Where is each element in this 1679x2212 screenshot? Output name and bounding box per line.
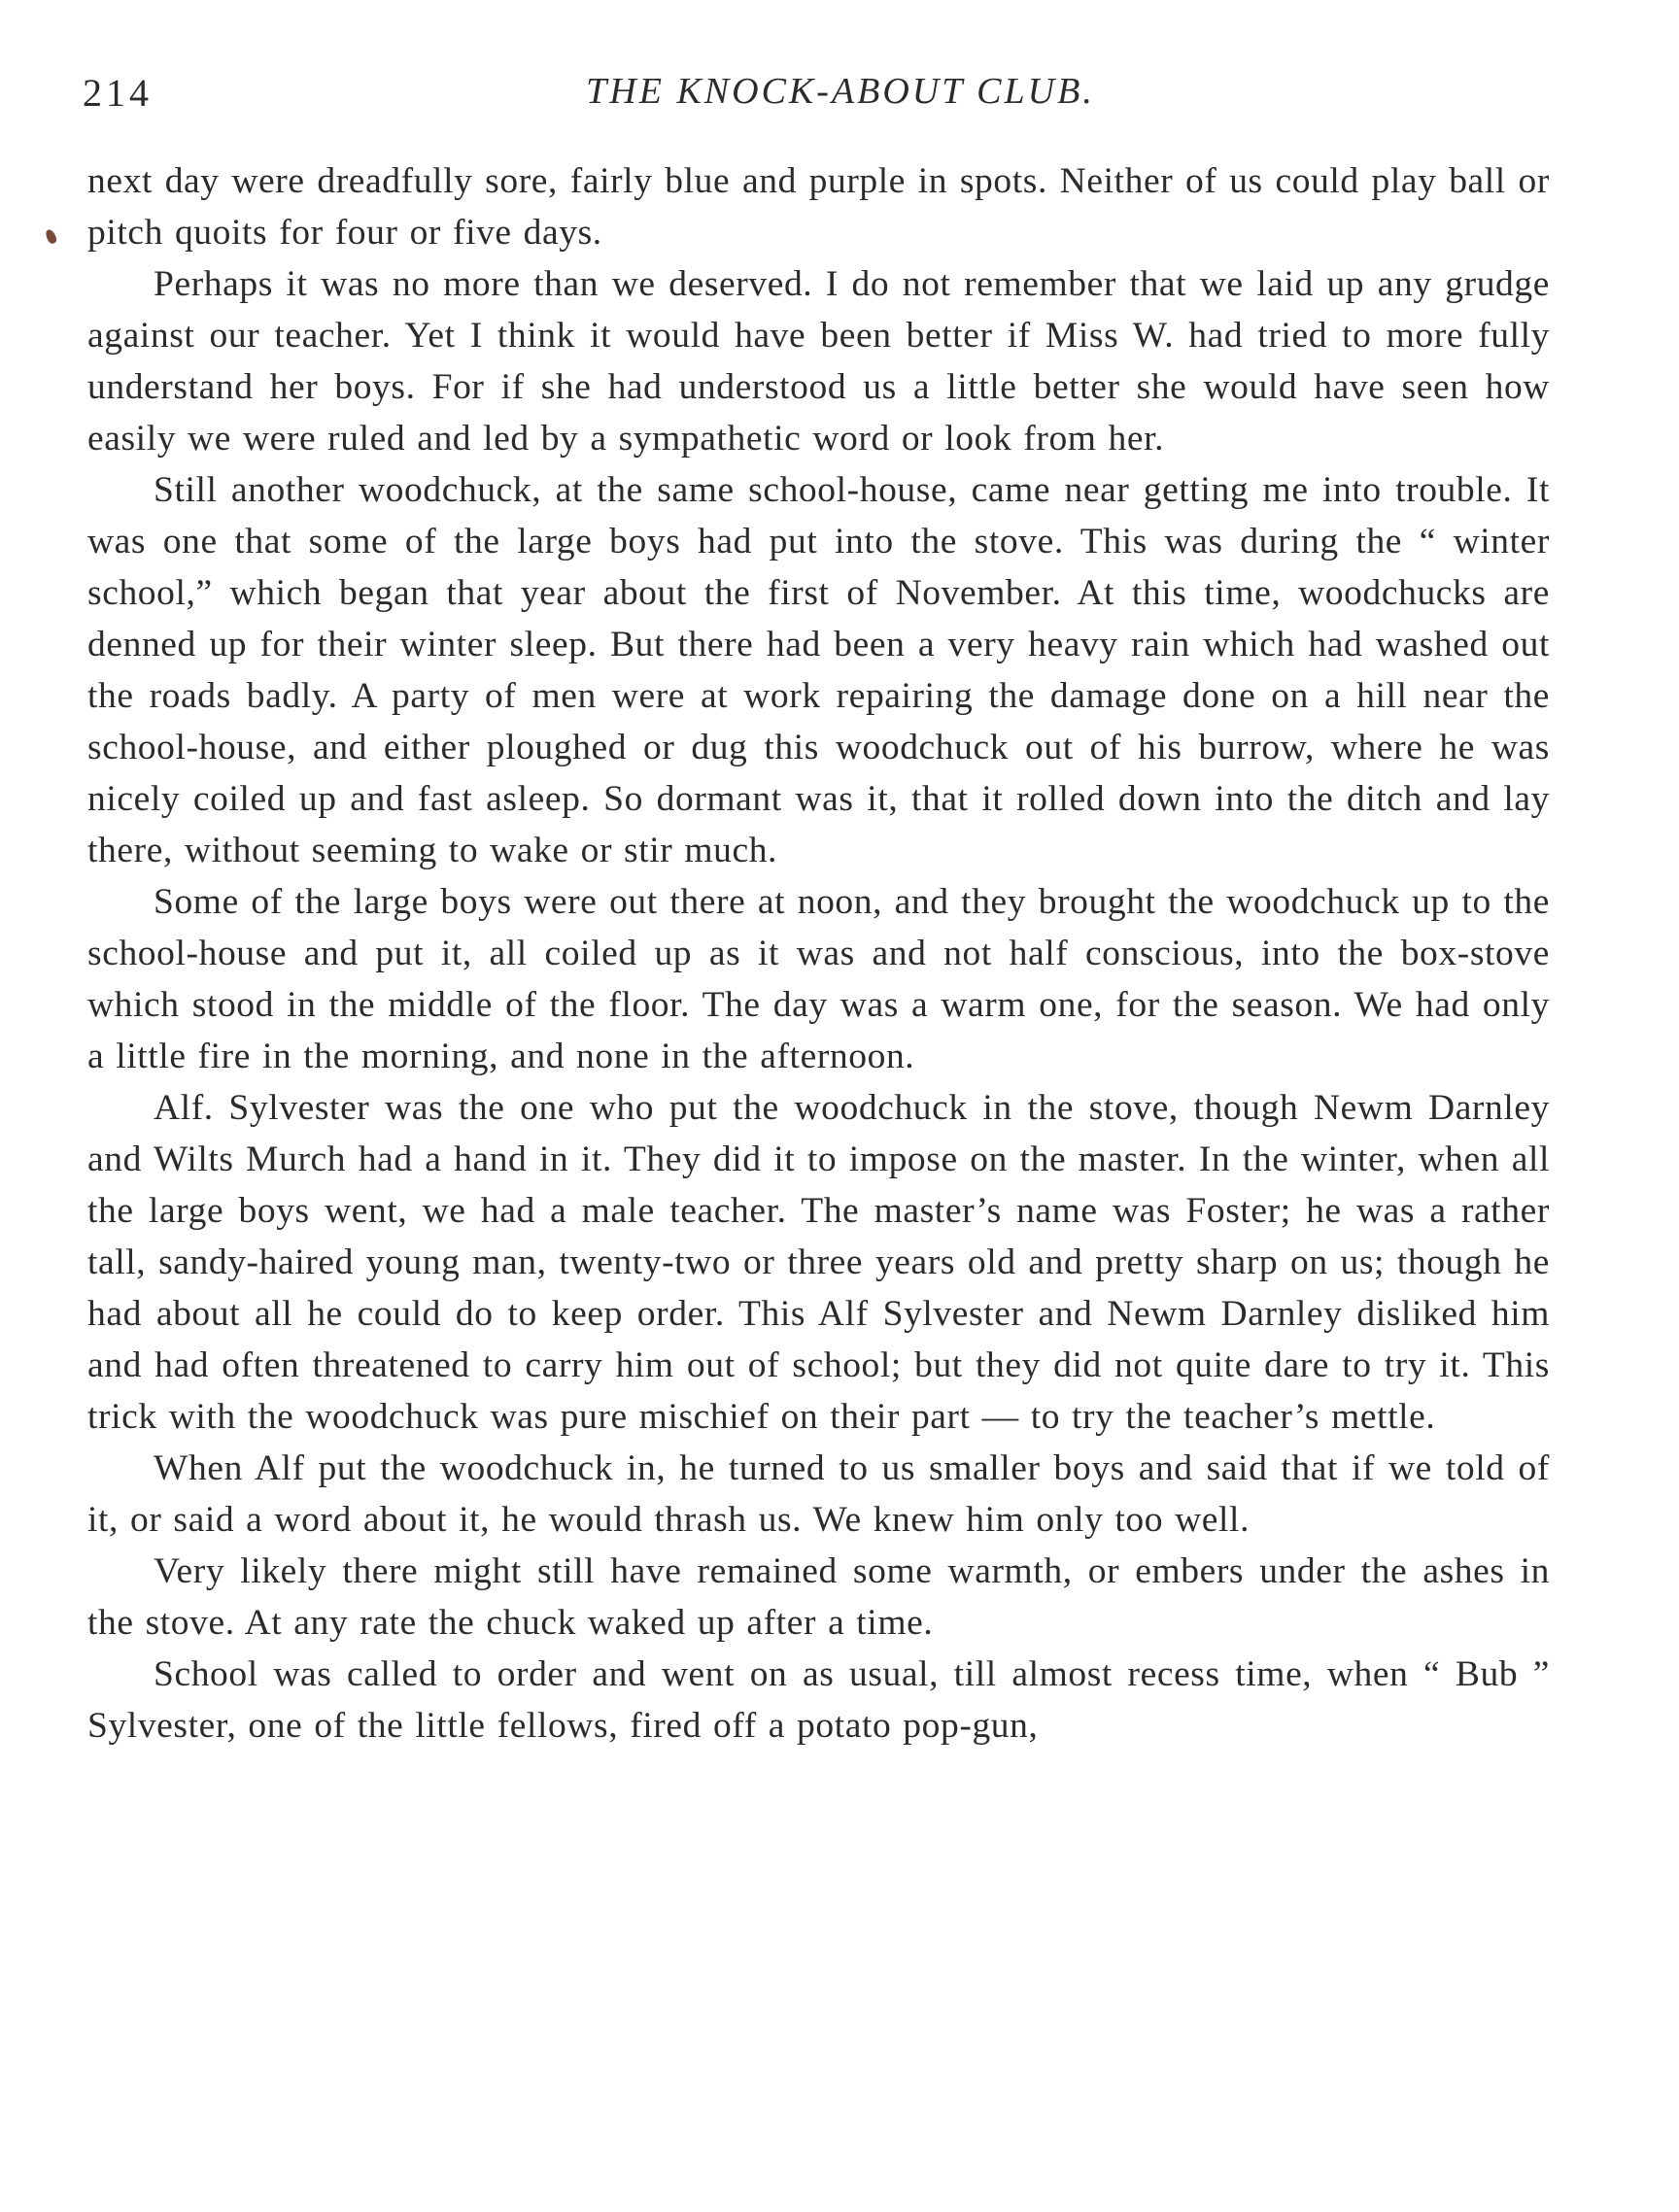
paragraph: When Alf put the woodchuck in, he turned to us smaller boys and said that if we told of it, or said a word about it, he would thrash us. We knew him only too well. — [87, 1448, 1550, 1540]
body-text — [87, 155, 1550, 1752]
paragraph: Some of the large boys were out there at noon, and they brought the woodchuck up to the school-house and put it, all coiled up as it was and not half conscious, into the box-stove which stood in the middle of the floor. The day was a warm one, for the season. We had only a little fire in the morning, and none in the afternoon. — [87, 882, 1550, 1076]
running-head: THE KNOCK-ABOUT CLUB. — [586, 71, 1095, 112]
margin-ink-mark — [44, 228, 57, 245]
paragraph: Still another woodchuck, at the same school-house, came near getting me into trouble. It was one that some of the large boys had put into the stove. This was during the “ winter school,” which began that year about the first of November. At this time, woodchucks are denned up for their winter sleep. But there had been a very heavy rain which had washed out the roads badly. A party of men were at work repairing the damage done on a hill near the school-house, and either ploughed or dug this woodchuck out of his burrow, where he was nicely coiled up and fast asleep. So dormant was it, that it rolled down into the ditch and lay there, without seeming to wake or stir much. — [87, 470, 1550, 870]
paragraph: Perhaps it was no more than we deserved. I do not remember that we laid up any grudge against our teacher. Yet I think it would have been better if Miss W. had tried to more fully understand her boys. For if she had understood us a little better she would have seen how easily we were ruled and led by a sympathetic word or look from her. — [87, 264, 1550, 459]
paragraph: Very likely there might still have remained some warmth, or embers under the ashes in the stove. At any rate the chuck waked up after a time. — [87, 1551, 1550, 1643]
paragraph: Alf. Sylvester was the one who put the woodchuck in the stove, though Newm Darnley and Wilts Murch had a hand in it. They did it to impose on the master. In the winter, when all the large boys went, we had a male teacher. The master’s name was Foster; he was a rather tall, sandy-haired young man, twenty-two or three years old and pretty sharp on us; though he had about all he could do to keep order. This Alf Sylvester and Newm Darnley disliked him and had often threatened to carry him out of school; but they did not quite dare to try it. This trick with the woodchuck was pure mischief on their part — to try the teacher’s mettle. — [87, 1088, 1550, 1437]
page-number: 214 — [83, 71, 153, 115]
page-header — [83, 70, 1559, 119]
paragraph: School was called to order and went on as usual, till almost recess time, when “ Bub ” Sylvester, one of the little fellows, fired off a potato pop-gun, — [87, 1654, 1550, 1746]
paragraph-continued: next day were dreadfully sore, fairly blue and purple in spots. Neither of us could play ball or pitch quoits for four or five days. — [87, 161, 1550, 253]
